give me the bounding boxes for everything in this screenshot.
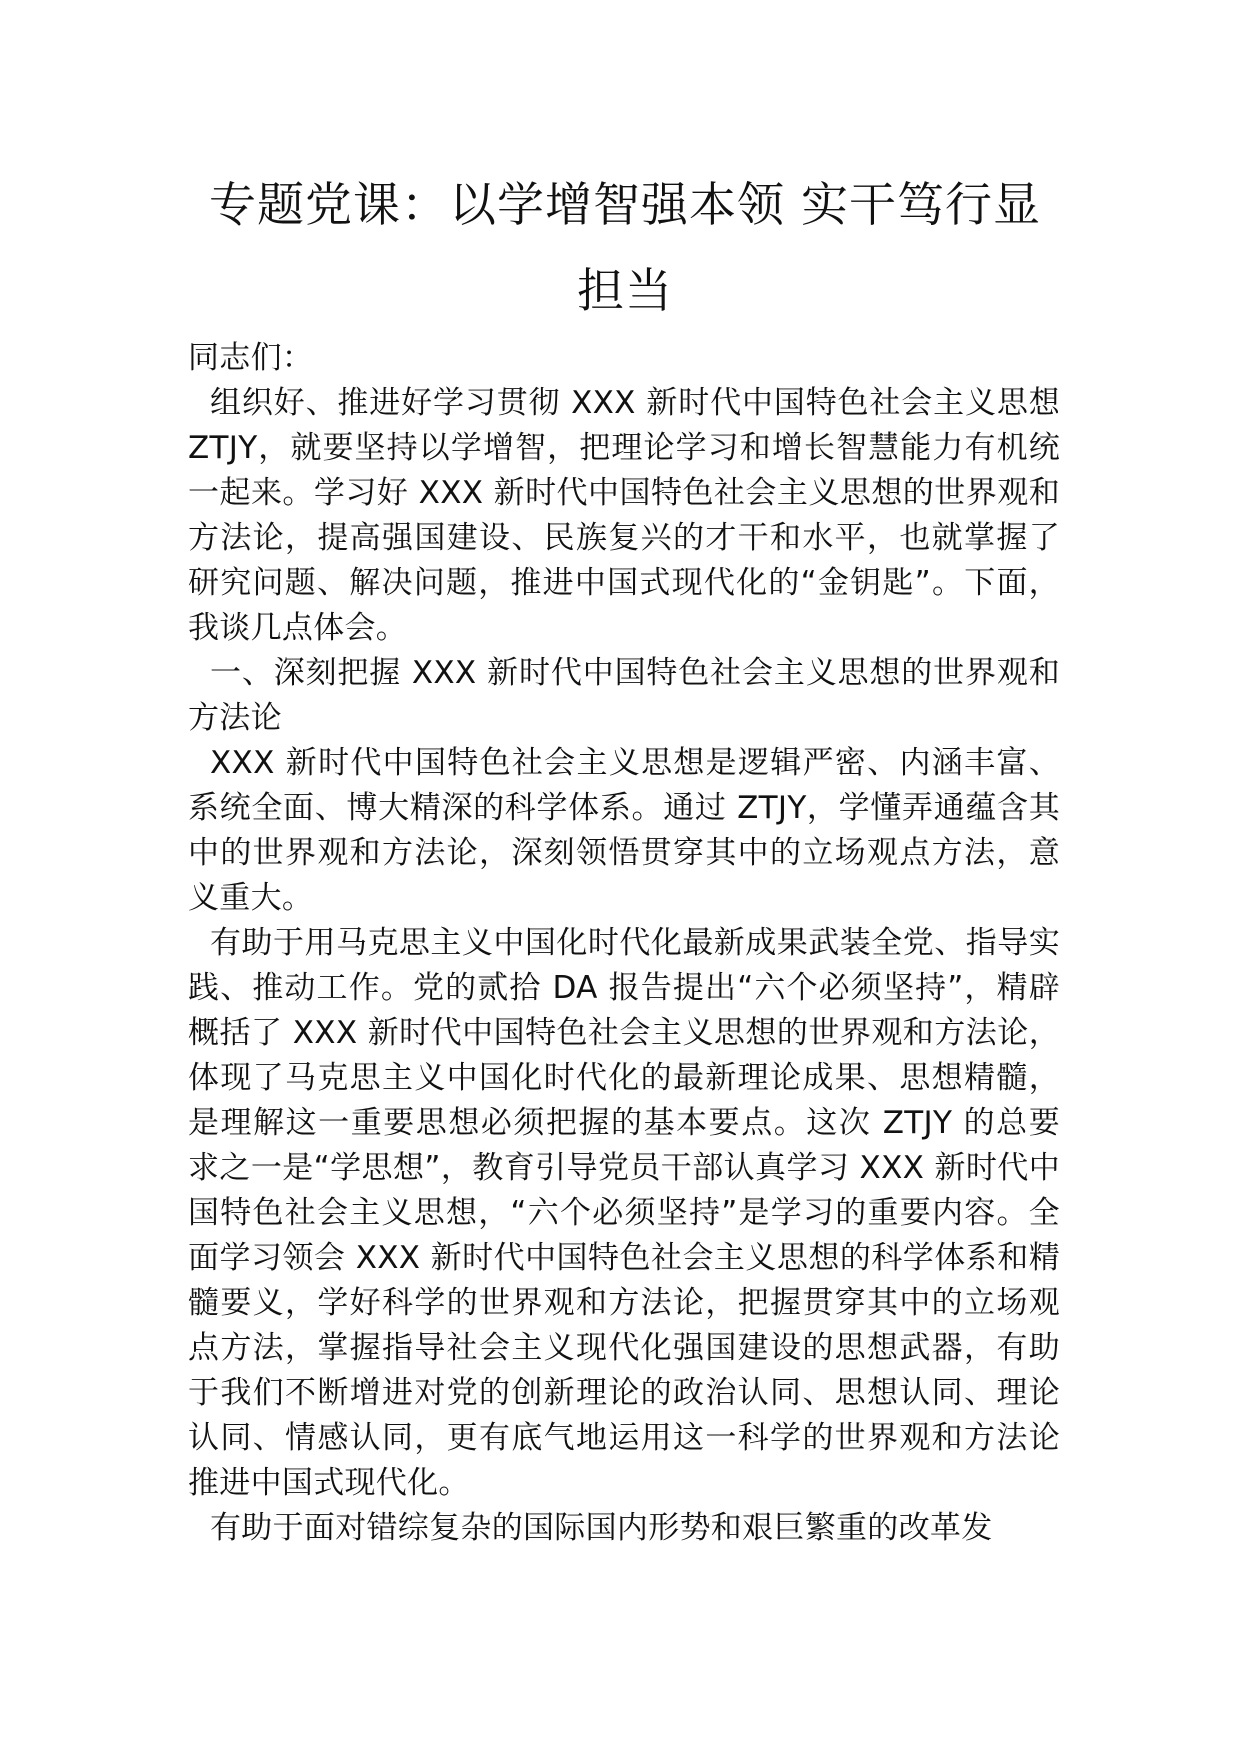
salutation: 同志们： [188,340,314,376]
paragraph-intro: 组织好、推进好学习贯彻 XXX 新时代中国特色社会主义思想 ZTJY，就要坚持以学增智，把理论学习和增长智慧能力有机统一起来。学习好 XXX 新时代中国特色社会主义思想的世界观和方法论，提高强国建设、民族复兴的才干和水平，也就掌握了研究问题、解决问题，推进中国式现代化的“金钥匙”。下面，我谈几点体会。 [188,385,1060,646]
document-body [188,336,1060,1551]
document-title: 专题党课：以学增智强本领 实干笃行显担当 [209,178,1041,319]
paragraph-2: 有助于用马克思主义中国化时代化最新成果武装全党、指导实践、推动工作。党的贰拾 DA 报告提出“六个必须坚持”，精辟概括了 XXX 新时代中国特色社会主义思想的世界观和方法论，体现了马克思主义中国化时代化的最新理论成果、思想精髓，是理解这一重要思想必须把握的基本要点。这次 ZTJY 的总要求之一是“学思想”，教育引导党员干部认真学习 XXX 新时代中国特色社会主义思想，“六个必须坚持”是学习的重要内容。全面学习领会 XXX 新时代中国特色社会主义思想的科学体系和精髓要义，学好科学的世界观和方法论，把握贯穿其中的立场观点方法，掌握指导社会主义现代化强国建设的思想武器，有助于我们不断增进对党的创新理论的政治认同、思想认同、理论认同、情感认同，更有底气地运用这一科学的世界观和方法论推进中国式现代化。 [188,925,1060,1501]
paragraph-1: XXX 新时代中国特色社会主义思想是逻辑严密、内涵丰富、系统全面、博大精深的科学体系。通过 ZTJY，学懂弄通蕴含其中的世界观和方法论，深刻领悟贯穿其中的立场观点方法，意义重大。 [188,745,1060,916]
section-heading-1: 一、深刻把握 XXX 新时代中国特色社会主义思想的世界观和方法论 [188,655,1060,736]
paragraph-3: 有助于面对错综复杂的国际国内形势和艰巨繁重的改革发 [210,1510,993,1546]
